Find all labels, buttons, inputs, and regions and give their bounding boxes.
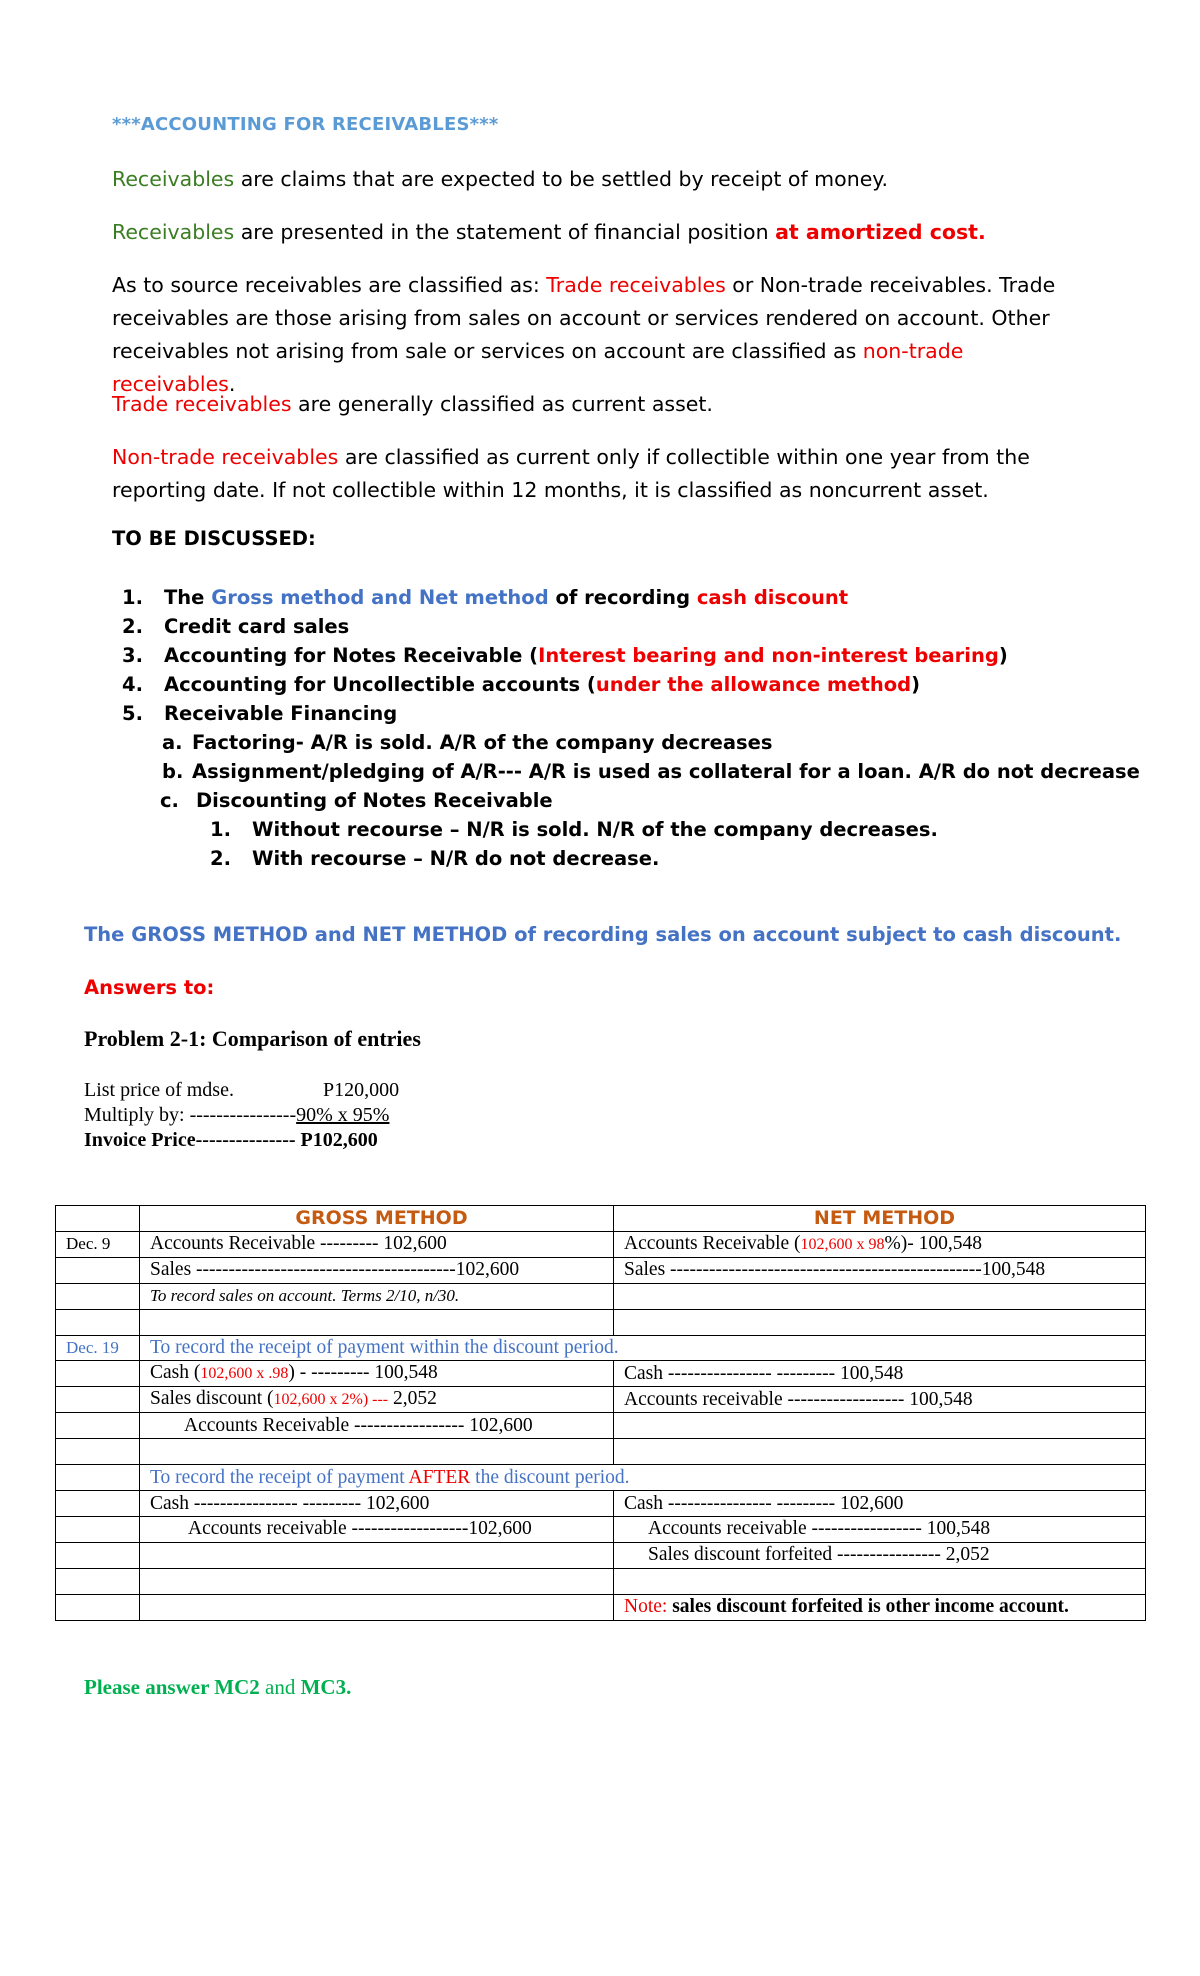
closing-text: Please answer xyxy=(84,1675,215,1699)
table-cell xyxy=(140,1568,614,1594)
paragraph-text: are generally classified as current asset. xyxy=(291,392,713,416)
list-number: 4. xyxy=(122,673,143,696)
table-cell xyxy=(56,1283,140,1309)
table-cell: To record the receipt of payment within the discount period. xyxy=(140,1335,1146,1361)
invoice-price-value: P102,600 xyxy=(300,1129,378,1151)
table-cell xyxy=(614,1231,1146,1257)
gross-method-header: GROSS METHOD xyxy=(140,1206,614,1232)
table-cell: Sales ------------------------------------------------100,548 xyxy=(614,1257,1146,1283)
list-text: of recording xyxy=(548,586,697,609)
cell-text: To record the receipt of payment xyxy=(150,1466,409,1488)
term-receivables: Receivables xyxy=(112,167,235,191)
mc2-reference: MC2 xyxy=(214,1675,260,1699)
table-row xyxy=(56,1257,1146,1283)
table-row xyxy=(56,1335,1146,1361)
net-method-header: NET METHOD xyxy=(614,1206,1146,1232)
list-number: 1. xyxy=(210,818,231,841)
cash-discount-term: cash discount xyxy=(696,586,849,609)
list-text: Accounting for Uncollectible accounts ( xyxy=(164,673,596,696)
paragraph-classification xyxy=(112,269,1092,401)
mc3-reference: MC3. xyxy=(300,1675,352,1699)
closing-text: and xyxy=(259,1675,301,1699)
table-cell: Cash ---------------- --------- 102,600 xyxy=(140,1491,614,1517)
paragraph-non-trade-current xyxy=(112,441,1092,507)
table-row xyxy=(56,1491,1146,1517)
list-text: ) xyxy=(911,673,921,696)
list-item xyxy=(122,641,1008,670)
list-number: 3. xyxy=(122,644,143,667)
table-cell xyxy=(56,1568,140,1594)
sub-list-item xyxy=(162,728,773,757)
journal-entries-table xyxy=(55,1205,1146,1621)
date-cell: Dec. 9 xyxy=(56,1231,140,1257)
paragraph-text: are classified as current only if collectible within one year from the reporting date. If not collectible within 12 months, it is classified as noncurrent asset. xyxy=(112,445,1030,502)
list-number: 5. xyxy=(122,702,143,725)
table-cell xyxy=(140,1439,614,1465)
table-row xyxy=(56,1568,1146,1594)
list-text: Receivable Financing xyxy=(164,702,398,725)
table-cell xyxy=(140,1309,614,1335)
list-number: 2. xyxy=(210,847,231,870)
page-title: ***ACCOUNTING FOR RECEIVABLES*** xyxy=(112,114,499,135)
term-trade-receivables: Trade receivables xyxy=(546,273,726,297)
table-cell xyxy=(56,1517,140,1543)
list-number: 2. xyxy=(122,615,143,638)
list-item xyxy=(122,612,350,641)
paragraph-text: . xyxy=(228,372,236,396)
list-item xyxy=(122,583,849,612)
allowance-method-term: under the allowance method xyxy=(595,673,912,696)
interest-bearing-term: Interest bearing and non-interest bearing xyxy=(538,644,999,667)
table-cell xyxy=(56,1491,140,1517)
paragraph-text: or Non-trade receivables. Trade receivables are those arising from sales on account or services rendered on account. Other receivables not arising from sale or services on account are classified as xyxy=(112,273,1056,363)
computation-text: 102,600 x 2%) --- xyxy=(273,1391,389,1409)
term-non-trade-receivables: Non-trade receivables xyxy=(112,445,339,469)
table-cell xyxy=(56,1594,140,1620)
paragraph-text: are presented in the statement of financial position xyxy=(234,220,776,244)
invoice-price-line xyxy=(84,1128,378,1153)
table-row xyxy=(56,1594,1146,1620)
list-price-label: List price of mdse. xyxy=(84,1079,234,1101)
list-text: ) xyxy=(998,644,1008,667)
computation-text: 102,600 x .98 xyxy=(200,1365,289,1383)
list-text: Without recourse – N/R is sold. N/R of the company decreases. xyxy=(252,818,938,841)
table-cell: Cash ---------------- --------- 100,548 xyxy=(614,1361,1146,1387)
table-cell xyxy=(140,1361,614,1387)
cell-text: Cash ( xyxy=(150,1362,201,1384)
gross-net-method-heading: The GROSS METHOD and NET METHOD of recording sales on account subject to cash discount. xyxy=(84,923,1122,946)
table-cell xyxy=(56,1257,140,1283)
paragraph-text: As to source receivables are classified as: xyxy=(112,273,547,297)
table-cell xyxy=(614,1568,1146,1594)
table-cell: Accounts receivable ------------------102,600 xyxy=(140,1517,614,1543)
table-cell xyxy=(140,1542,614,1568)
table-cell xyxy=(614,1439,1146,1465)
cell-text: 2,052 xyxy=(388,1388,437,1410)
list-price-line xyxy=(84,1078,400,1103)
table-cell xyxy=(614,1309,1146,1335)
invoice-price-label: Invoice Price--------------- xyxy=(84,1129,301,1151)
gross-net-method-term: Gross method and Net method xyxy=(211,586,549,609)
table-row xyxy=(56,1231,1146,1257)
table-cell xyxy=(56,1206,140,1232)
list-number: 1. xyxy=(122,586,143,609)
term-receivables: Receivables xyxy=(112,220,235,244)
table-row xyxy=(56,1413,1146,1439)
amortized-cost-highlight: at amortized cost. xyxy=(775,220,986,244)
table-cell: Accounts receivable ----------------- 100,548 xyxy=(614,1517,1146,1543)
table-cell: Cash ---------------- --------- 102,600 xyxy=(614,1491,1146,1517)
after-emphasis: AFTER xyxy=(408,1466,471,1488)
table-cell xyxy=(140,1465,1146,1491)
table-row xyxy=(56,1309,1146,1335)
table-cell: Accounts Receivable --------- 102,600 xyxy=(140,1231,614,1257)
table-cell xyxy=(56,1361,140,1387)
table-row xyxy=(56,1283,1146,1309)
table-cell xyxy=(140,1387,614,1413)
list-text: With recourse – N/R do not decrease. xyxy=(252,847,660,870)
paragraph-trade-current xyxy=(112,388,1092,421)
table-row xyxy=(56,1517,1146,1543)
table-row xyxy=(56,1465,1146,1491)
cell-text: the discount period. xyxy=(470,1466,630,1488)
table-cell xyxy=(56,1465,140,1491)
table-cell: To record sales on account. Terms 2/10, n/30. xyxy=(140,1283,614,1309)
table-row xyxy=(56,1361,1146,1387)
list-text: Assignment/pledging of A/R--- A/R is used as collateral for a loan. A/R do not decrease xyxy=(192,760,1140,783)
table-cell xyxy=(56,1387,140,1413)
sub-sub-list-item xyxy=(210,815,938,844)
paragraph-amortized xyxy=(112,216,1092,249)
list-item xyxy=(122,699,398,728)
cell-text: Sales discount ( xyxy=(150,1388,274,1410)
table-row xyxy=(56,1542,1146,1568)
cell-text: ) - --------- 100,548 xyxy=(288,1362,438,1384)
list-text: Credit card sales xyxy=(164,615,350,638)
note-label: Note: xyxy=(624,1596,668,1618)
list-price-value: P120,000 xyxy=(323,1079,400,1101)
table-cell xyxy=(56,1413,140,1439)
list-letter: b. xyxy=(162,760,184,783)
note-text: sales discount forfeited is other income account. xyxy=(667,1596,1069,1618)
table-cell xyxy=(56,1542,140,1568)
cell-text: Accounts Receivable ( xyxy=(624,1232,801,1254)
paragraph-claims xyxy=(112,163,1092,196)
cell-text: %)- 100,548 xyxy=(884,1232,982,1254)
computation-text: 102,600 x 98 xyxy=(800,1235,885,1253)
list-text: Factoring- A/R is sold. A/R of the company decreases xyxy=(192,731,773,754)
sub-list-item xyxy=(160,786,553,815)
table-cell xyxy=(614,1283,1146,1309)
list-text: Accounting for Notes Receivable ( xyxy=(164,644,539,667)
table-cell xyxy=(56,1439,140,1465)
list-letter: a. xyxy=(162,731,183,754)
date-cell: Dec. 19 xyxy=(56,1335,140,1361)
note-cell xyxy=(614,1594,1146,1620)
table-row xyxy=(56,1387,1146,1413)
list-letter: c. xyxy=(160,789,179,812)
answers-heading: Answers to: xyxy=(84,976,215,999)
multiply-label: Multiply by: ---------------- xyxy=(84,1104,297,1126)
paragraph-text: are claims that are expected to be settled by receipt of money. xyxy=(234,167,889,191)
sub-list-item xyxy=(162,757,1140,786)
table-row xyxy=(56,1439,1146,1465)
list-text: The xyxy=(164,586,212,609)
list-text: Discounting of Notes Receivable xyxy=(196,789,553,812)
sub-sub-list-item xyxy=(210,844,660,873)
list-item xyxy=(122,670,921,699)
problem-title: Problem 2-1: Comparison of entries xyxy=(84,1026,421,1051)
table-cell: Sales ----------------------------------------102,600 xyxy=(140,1257,614,1283)
closing-instruction xyxy=(84,1675,351,1700)
term-non-trade-receivables: non-trade receivables xyxy=(112,339,964,396)
table-cell: Accounts receivable ------------------ 100,548 xyxy=(614,1387,1146,1413)
to-be-discussed-heading: TO BE DISCUSSED: xyxy=(112,527,316,550)
term-trade-receivables: Trade receivables xyxy=(112,392,292,416)
table-cell xyxy=(140,1594,614,1620)
table-row xyxy=(56,1206,1146,1232)
table-cell: Sales discount forfeited ---------------- 2,052 xyxy=(614,1542,1146,1568)
table-cell xyxy=(56,1309,140,1335)
table-cell: Accounts Receivable ----------------- 102,600 xyxy=(140,1413,614,1439)
table-cell xyxy=(614,1413,1146,1439)
multiply-value: 90% x 95% xyxy=(296,1104,390,1126)
multiply-line xyxy=(84,1103,389,1128)
